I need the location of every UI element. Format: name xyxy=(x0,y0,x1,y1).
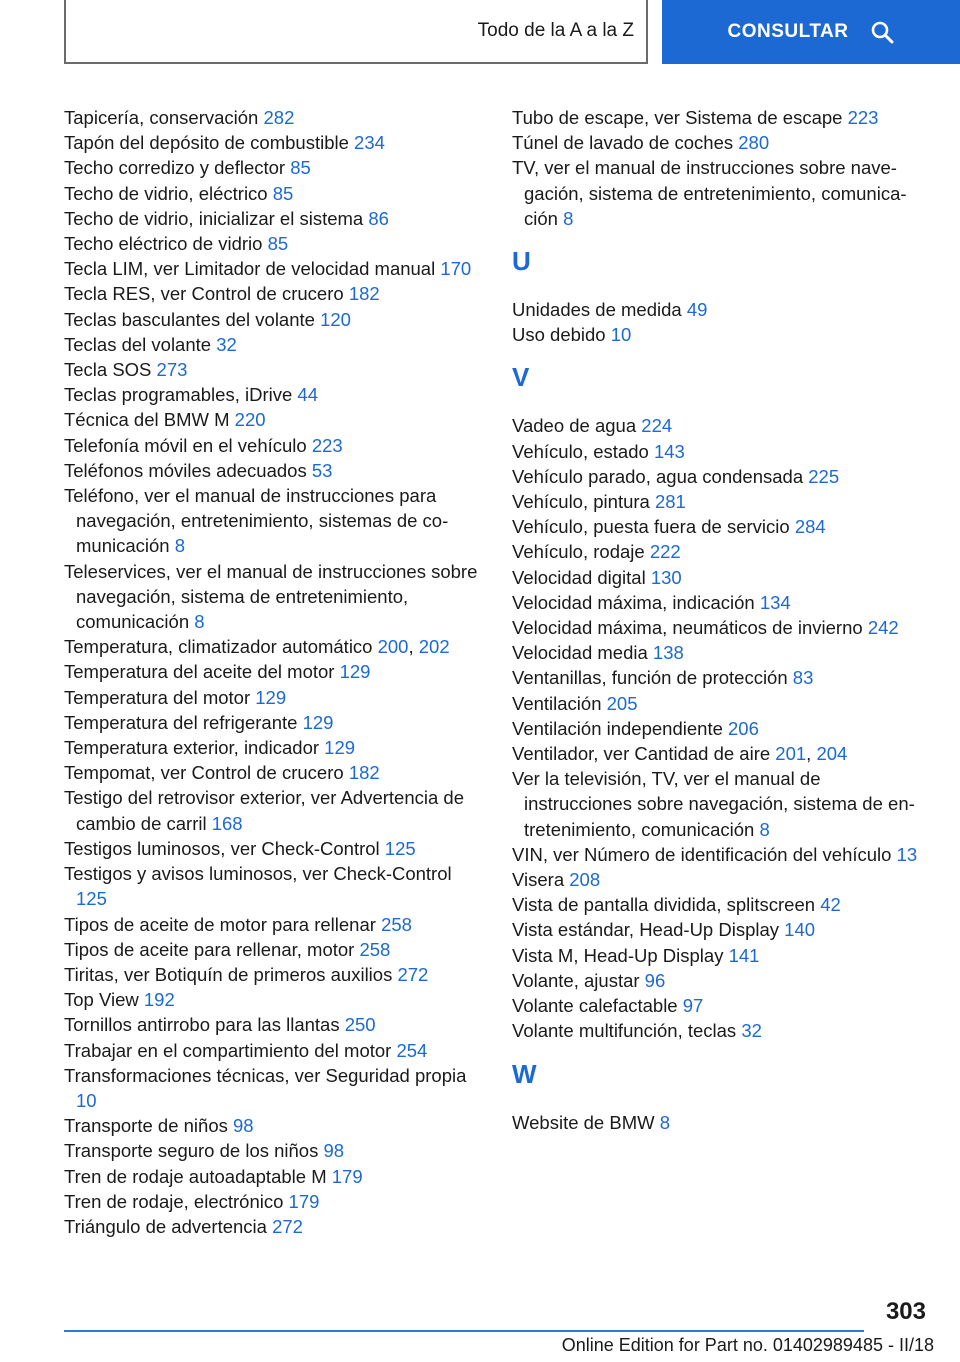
page-link[interactable]: 222 xyxy=(649,541,681,563)
entry-text: Temperatura del motor xyxy=(64,686,256,708)
page-link[interactable]: 201 xyxy=(775,743,807,765)
section-letter-u: U xyxy=(512,246,531,277)
index-entry xyxy=(512,766,932,842)
entry-text: Tren de rodaje autoadaptable M xyxy=(64,1165,332,1187)
index-entry xyxy=(64,1214,484,1239)
index-entry xyxy=(64,1164,484,1189)
entry-text: Vadeo de agua xyxy=(512,415,642,437)
entry-text: Ver la televisión, TV, ver el manual de instrucciones sobre navegación, sistema de entretenimiento, comunicación xyxy=(512,768,915,840)
page-link[interactable]: 168 xyxy=(211,812,243,834)
entry-text: Techo de vidrio, eléctrico xyxy=(64,182,273,204)
page-link[interactable]: 32 xyxy=(216,333,237,355)
page-link[interactable]: 258 xyxy=(359,938,391,960)
entry-text: Velocidad digital xyxy=(512,566,651,588)
page-link[interactable]: 125 xyxy=(76,888,107,910)
index-entry xyxy=(512,130,932,155)
page-link[interactable]: 143 xyxy=(653,440,685,462)
index-entry xyxy=(64,483,484,559)
page-link[interactable]: 98 xyxy=(233,1115,254,1137)
index-entry xyxy=(512,514,932,539)
entry-text: Triángulo de advertencia xyxy=(64,1215,273,1237)
page-link[interactable]: 32 xyxy=(741,1020,762,1042)
index-tab[interactable] xyxy=(64,0,648,64)
index-column-right xyxy=(512,105,932,1135)
entry-text: Ventilación xyxy=(512,692,607,714)
index-entry xyxy=(64,433,484,458)
entry-text: Ventanillas, función de protección xyxy=(512,667,793,689)
entry-text: Volante, ajustar xyxy=(512,969,645,991)
entry-text: Testigos luminosos, ver Check-Control xyxy=(64,837,385,859)
entry-text: Visera xyxy=(512,869,570,891)
index-entry xyxy=(64,407,484,432)
entry-text: Testigos y avisos luminosos, ver Check-Control xyxy=(64,863,452,885)
index-entry xyxy=(64,634,484,659)
page-link[interactable]: 97 xyxy=(682,995,704,1017)
page-link[interactable]: 8 xyxy=(194,611,205,633)
page-link[interactable]: 8 xyxy=(659,1111,670,1133)
page-link[interactable]: 10 xyxy=(610,324,632,346)
index-entry xyxy=(64,1063,484,1113)
index-entry xyxy=(64,281,484,306)
page-link[interactable]: 85 xyxy=(272,182,294,204)
page-link[interactable]: 125 xyxy=(384,837,416,859)
entry-text: Tapicería, conservación xyxy=(64,107,264,128)
page-link[interactable]: 8 xyxy=(759,818,770,840)
index-entry xyxy=(512,590,932,615)
entry-text: Techo eléctrico de vidrio xyxy=(64,233,268,255)
entry-list xyxy=(512,297,932,347)
page-link[interactable]: 130 xyxy=(650,566,682,588)
index-entry xyxy=(64,912,484,937)
page-link[interactable]: 170 xyxy=(440,258,472,280)
index-entry xyxy=(64,332,484,357)
index-entry xyxy=(512,968,932,993)
page-link[interactable]: 280 xyxy=(738,132,770,154)
index-entry xyxy=(512,943,932,968)
entry-text: Tren de rodaje, electrónico xyxy=(64,1190,289,1212)
entry-text: Uso debido xyxy=(512,324,611,346)
consult-label: CONSULTAR xyxy=(727,21,849,42)
page-separator: , xyxy=(408,636,419,658)
page-link[interactable]: 13 xyxy=(896,843,918,865)
page-link[interactable]: 225 xyxy=(808,465,840,487)
entry-text: Telefonía móvil en el vehículo xyxy=(64,434,312,456)
page-link[interactable]: 202 xyxy=(418,636,450,658)
search-icon xyxy=(870,20,894,44)
index-entry xyxy=(512,716,932,741)
entry-list xyxy=(512,1110,932,1135)
index-entry xyxy=(64,155,484,180)
entry-text: Transporte de niños xyxy=(64,1115,233,1137)
entry-text: Tecla LIM, ver Limitador de velocidad manual xyxy=(64,258,441,280)
entry-text: Velocidad máxima, neumáticos de invierno xyxy=(512,617,868,639)
page-link[interactable]: 258 xyxy=(381,913,412,935)
index-entry xyxy=(512,640,932,665)
entry-list xyxy=(512,105,932,231)
entry-text: Teclas programables, iDrive xyxy=(64,384,298,406)
page-link[interactable]: 179 xyxy=(331,1165,363,1187)
index-entry xyxy=(512,1018,932,1043)
entry-text: Teclas del volante xyxy=(64,333,217,355)
entry-text: Tornillos antirrobo para las llantas xyxy=(64,1014,345,1036)
index-entry xyxy=(64,1113,484,1138)
page-link[interactable]: 129 xyxy=(324,737,356,759)
page-link[interactable]: 208 xyxy=(569,869,601,891)
page-link[interactable]: 182 xyxy=(348,762,380,784)
page-link[interactable]: 138 xyxy=(652,642,684,664)
entry-text: Temperatura del aceite del motor xyxy=(64,661,340,683)
page-link[interactable]: 44 xyxy=(297,384,318,406)
entry-text: Velocidad media xyxy=(512,642,653,664)
index-entry xyxy=(64,458,484,483)
index-entry xyxy=(64,962,484,987)
page-link[interactable]: 86 xyxy=(368,207,389,229)
index-entry xyxy=(512,892,932,917)
entry-text: TV, ver el manual de instrucciones sobre navegación, sistema de entretenimiento, comunicación xyxy=(512,157,907,229)
index-entry xyxy=(64,987,484,1012)
entry-text: Temperatura exterior, indicador xyxy=(64,737,325,759)
entry-text: Volante multifunción, teclas xyxy=(512,1020,742,1042)
entry-text: Tiritas, ver Botiquín de primeros auxilios xyxy=(64,963,398,985)
index-entry xyxy=(512,464,932,489)
entry-list xyxy=(64,105,484,1239)
index-entry xyxy=(512,322,932,347)
index-entry xyxy=(64,256,484,281)
page-link[interactable]: 140 xyxy=(784,919,816,941)
entry-text: Vehículo, estado xyxy=(512,440,654,462)
index-entry xyxy=(512,741,932,766)
entry-text: Website de BMW xyxy=(512,1111,660,1133)
page-link[interactable]: 8 xyxy=(563,207,574,229)
edition-text: Online Edition for Part no. 01402989485 - II/18 xyxy=(561,1335,934,1355)
section-letter-v: V xyxy=(512,362,530,393)
page-link[interactable]: 254 xyxy=(396,1039,428,1061)
entry-text: Tempomat, ver Control de crucero xyxy=(64,762,349,784)
entry-text: Tipos de aceite de motor para rellenar xyxy=(64,913,382,935)
index-entry xyxy=(512,867,932,892)
index-entry xyxy=(64,357,484,382)
page-link[interactable]: 224 xyxy=(641,415,673,437)
index-entry xyxy=(64,785,484,835)
index-entry xyxy=(512,1110,932,1135)
entry-text: Teléfono, ver el manual de instrucciones para navegación, entretenimiento, sistemas de comunicación xyxy=(64,485,449,557)
index-entry xyxy=(512,105,932,130)
entry-text: Vista M, Head-Up Display xyxy=(512,944,729,966)
section-letter-w: W xyxy=(512,1058,537,1089)
entry-text: Tapón del depósito de combustible xyxy=(64,132,355,154)
page-number: 303 xyxy=(885,1298,926,1325)
entry-text: Ventilación independiente xyxy=(512,717,729,739)
index-entry xyxy=(64,1189,484,1214)
index-entry xyxy=(64,659,484,684)
page-link[interactable]: 192 xyxy=(143,989,175,1011)
page-link[interactable]: 206 xyxy=(728,717,759,739)
index-entry xyxy=(64,1012,484,1037)
entry-text: Testigo del retrovisor exterior, ver Advertencia de cambio de carril xyxy=(64,787,464,834)
index-entry xyxy=(64,685,484,710)
page-link[interactable]: 284 xyxy=(794,516,826,538)
entry-text: Vehículo, rodaje xyxy=(512,541,650,563)
entry-text: Velocidad máxima, indicación xyxy=(512,591,760,613)
index-entry xyxy=(512,489,932,514)
page-link[interactable]: 250 xyxy=(344,1014,376,1036)
index-entry xyxy=(64,937,484,962)
index-entry xyxy=(64,181,484,206)
index-entry xyxy=(512,691,932,716)
index-entry xyxy=(64,105,484,130)
index-entry xyxy=(64,760,484,785)
index-entry xyxy=(64,861,484,911)
index-entry xyxy=(512,439,932,464)
page-link[interactable]: 120 xyxy=(320,308,351,330)
page-link[interactable]: 42 xyxy=(820,894,841,916)
page-link[interactable]: 134 xyxy=(759,591,791,613)
entry-text: Teléfonos móviles adecuados xyxy=(64,459,312,481)
page-link[interactable]: 8 xyxy=(174,535,186,557)
entry-text: Vehículo, pintura xyxy=(512,491,655,513)
entry-text: VIN, ver Número de identificación del vehículo xyxy=(512,843,897,865)
index-entry xyxy=(64,559,484,635)
page-link[interactable]: 272 xyxy=(397,963,429,985)
page-separator: , xyxy=(806,743,817,765)
page-link[interactable]: 204 xyxy=(816,743,848,765)
index-column-left xyxy=(64,105,484,1239)
index-entry xyxy=(512,917,932,942)
entry-text: Tecla SOS xyxy=(64,359,157,381)
entry-text: Volante calefactable xyxy=(512,995,683,1017)
entry-text: Tecla RES, ver Control de crucero xyxy=(64,283,349,305)
index-entry xyxy=(64,382,484,407)
index-entry xyxy=(512,297,932,322)
page-link[interactable]: 223 xyxy=(847,107,879,128)
index-entry xyxy=(512,155,932,231)
entry-list xyxy=(512,413,932,1043)
page-link[interactable]: 272 xyxy=(272,1215,303,1237)
entry-text: Vista estándar, Head-Up Display xyxy=(512,919,785,941)
index-entry xyxy=(64,710,484,735)
entry-text: Unidades de medida xyxy=(512,299,687,321)
page-link[interactable]: 200 xyxy=(377,636,409,658)
entry-text: Temperatura del refrigerante xyxy=(64,711,303,733)
index-entry xyxy=(64,130,484,155)
page-link[interactable]: 220 xyxy=(234,409,266,431)
index-entry xyxy=(512,615,932,640)
entry-text: Ventilador, ver Cantidad de aire xyxy=(512,743,776,765)
index-title: Todo de la A a la Z xyxy=(477,20,634,41)
entry-text: Vehículo parado, agua condensada xyxy=(512,465,809,487)
index-entry xyxy=(64,1038,484,1063)
page-link[interactable]: 282 xyxy=(263,107,295,128)
page-link[interactable]: 53 xyxy=(311,459,333,481)
index-entry xyxy=(64,231,484,256)
entry-text: Top View xyxy=(64,989,144,1011)
page-link[interactable]: 83 xyxy=(792,667,814,689)
page-link[interactable]: 273 xyxy=(156,359,188,381)
consult-button[interactable] xyxy=(662,0,960,64)
page-link[interactable]: 179 xyxy=(288,1190,320,1212)
page-link[interactable]: 10 xyxy=(76,1089,97,1111)
index-entry xyxy=(64,307,484,332)
entry-text: Techo de vidrio, inicializar el sistema xyxy=(64,207,369,229)
page-link[interactable]: 129 xyxy=(339,661,371,683)
page-link[interactable]: 234 xyxy=(354,132,385,154)
page-link[interactable]: 85 xyxy=(290,157,311,179)
entry-text: Tipos de aceite para rellenar, motor xyxy=(64,938,360,960)
entry-text: Temperatura, climatizador automático xyxy=(64,636,378,658)
index-entry xyxy=(512,565,932,590)
entry-text: Tubo de escape, ver Sistema de escape xyxy=(512,107,848,128)
entry-text: Techo corredizo y deflector xyxy=(64,157,291,179)
entry-text: Vista de pantalla dividida, splitscreen xyxy=(512,894,821,916)
index-entry xyxy=(512,413,932,438)
page-link[interactable]: 49 xyxy=(686,299,708,321)
entry-text: Transformaciones técnicas, ver Seguridad propia xyxy=(64,1064,467,1086)
page-link[interactable]: 205 xyxy=(606,692,638,714)
page-link[interactable]: 141 xyxy=(728,944,760,966)
page-link[interactable]: 96 xyxy=(644,969,666,991)
entry-text: Transporte seguro de los niños xyxy=(64,1140,324,1162)
page-link[interactable]: 129 xyxy=(302,711,334,733)
index-entry xyxy=(64,836,484,861)
index-entry xyxy=(64,735,484,760)
index-entry xyxy=(64,206,484,231)
index-entry xyxy=(512,993,932,1018)
index-entry xyxy=(512,665,932,690)
page-link[interactable]: 98 xyxy=(323,1140,345,1162)
entry-text: Teclas basculantes del volante xyxy=(64,308,321,330)
page-link[interactable]: 242 xyxy=(867,617,899,639)
page-link[interactable]: 85 xyxy=(267,233,289,255)
index-entry xyxy=(512,842,932,867)
entry-text: Técnica del BMW M xyxy=(64,409,235,431)
page-link[interactable]: 223 xyxy=(311,434,343,456)
page-link[interactable]: 129 xyxy=(255,686,287,708)
page-link[interactable]: 281 xyxy=(654,491,686,513)
entry-text: Trabajar en el compartimiento del motor xyxy=(64,1039,397,1061)
entry-text: Teleservices, ver el manual de instrucciones sobre navegación, sistema de entretenimiento, comunicación xyxy=(64,560,478,633)
entry-text: Vehículo, puesta fuera de servicio xyxy=(512,516,795,538)
index-entry xyxy=(512,539,932,564)
entry-text: Túnel de lavado de coches xyxy=(512,132,739,154)
footer-divider xyxy=(64,1330,864,1332)
page-link[interactable]: 182 xyxy=(348,283,380,305)
index-entry xyxy=(64,1138,484,1163)
